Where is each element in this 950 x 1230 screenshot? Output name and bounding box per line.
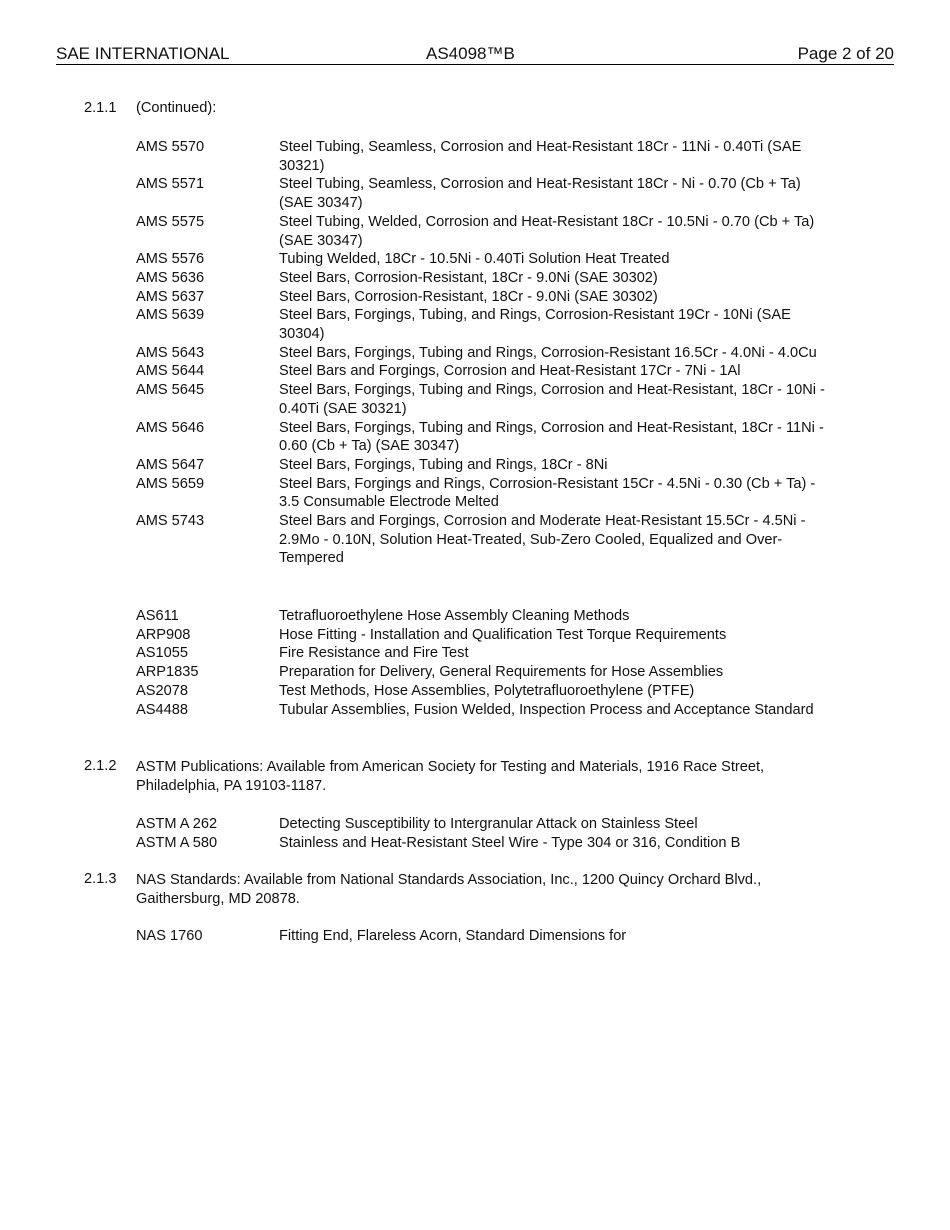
reference-row xyxy=(136,138,836,175)
section-number: 2.1.3 xyxy=(84,871,117,887)
reference-code: ASTM A 262 xyxy=(136,816,218,832)
reference-description: Preparation for Delivery, General Requirements for Hose Assemblies xyxy=(279,664,724,681)
reference-code: AMS 5576 xyxy=(136,251,205,268)
reference-code: AMS 5645 xyxy=(136,382,205,399)
reference-code: AMS 5639 xyxy=(136,307,205,324)
reference-row xyxy=(136,250,836,269)
reference-code: AMS 5570 xyxy=(136,139,205,155)
reference-description: Hose Fitting - Installation and Qualification Test Torque Requirements xyxy=(279,626,727,643)
reference-code: AMS 5647 xyxy=(136,456,205,473)
reference-description: Detecting Susceptibility to Intergranular Attack on Stainless Steel xyxy=(279,816,698,832)
reference-row xyxy=(136,815,836,834)
reference-code: AMS 5575 xyxy=(136,213,205,230)
reference-description: Steel Bars and Forgings, Corrosion and Heat-Resistant 17Cr - 7Ni - 1Al xyxy=(279,363,741,380)
reference-row xyxy=(136,927,836,946)
reference-code: AS2078 xyxy=(136,682,188,699)
reference-code: AMS 5571 xyxy=(136,176,205,193)
reference-code: AMS 5659 xyxy=(136,475,205,492)
reference-row xyxy=(136,419,836,456)
reference-row xyxy=(136,381,836,418)
reference-code: AMS 5646 xyxy=(136,419,205,436)
reference-row xyxy=(136,663,836,682)
reference-description: Steel Bars and Forgings, Corrosion and Moderate Heat-Resistant 15.5Cr - 4.5Ni - 2.9Mo - 0.10N, Solution Heat-Treated, Sub-Zero Cooled, Equalized and Over-Tempered xyxy=(279,513,806,567)
page-header xyxy=(56,44,894,65)
as-reference-list xyxy=(136,607,836,719)
reference-description: Tubular Assemblies, Fusion Welded, Inspection Process and Acceptance Standard xyxy=(279,701,814,718)
reference-row xyxy=(136,475,836,512)
reference-code: AS611 xyxy=(136,608,179,624)
reference-row xyxy=(136,607,836,626)
reference-row xyxy=(136,626,836,645)
reference-row xyxy=(136,456,836,475)
nas-reference-list xyxy=(136,927,836,946)
reference-row xyxy=(136,682,836,701)
reference-description: Stainless and Heat-Resistant Steel Wire - Type 304 or 316, Condition B xyxy=(279,834,741,851)
header-doc-id: AS4098™B xyxy=(426,44,515,63)
section-paragraph: ASTM Publications: Available from American Society for Testing and Materials, 1916 Race Street, Philadelphia, PA 19103-1187. xyxy=(136,759,765,794)
reference-description: Steel Bars, Corrosion-Resistant, 18Cr - 9.0Ni (SAE 30302) xyxy=(279,288,658,305)
reference-row xyxy=(136,213,836,250)
reference-description: Tetrafluoroethylene Hose Assembly Cleaning Methods xyxy=(279,608,630,624)
reference-code: AS4488 xyxy=(136,701,188,718)
reference-description: Steel Bars, Corrosion-Resistant, 18Cr - 9.0Ni (SAE 30302) xyxy=(279,269,658,286)
reference-code: AMS 5644 xyxy=(136,363,205,380)
reference-description: Steel Tubing, Seamless, Corrosion and Heat-Resistant 18Cr - Ni - 0.70 (Cb + Ta) (SAE 30347) xyxy=(279,176,801,212)
reference-row xyxy=(136,362,836,381)
reference-description: Steel Bars, Forgings, Tubing and Rings, Corrosion and Heat-Resistant, 18Cr - 11Ni - 0.60 (Cb + Ta) (SAE 30347) xyxy=(279,419,824,455)
reference-row xyxy=(136,306,836,343)
reference-description: Steel Bars, Forgings, Tubing, and Rings, Corrosion-Resistant 19Cr - 10Ni (SAE 30304) xyxy=(279,307,791,343)
astm-reference-list xyxy=(136,815,836,852)
reference-description: Steel Tubing, Seamless, Corrosion and Heat-Resistant 18Cr - 11Ni - 0.40Ti (SAE 30321) xyxy=(279,139,802,174)
reference-code: AMS 5636 xyxy=(136,269,205,286)
reference-code: ARP1835 xyxy=(136,664,199,681)
header-org: SAE INTERNATIONAL xyxy=(56,44,230,63)
section-number: 2.1.1 xyxy=(84,100,117,116)
reference-row xyxy=(136,701,836,720)
reference-code: ARP908 xyxy=(136,626,191,643)
reference-row xyxy=(136,834,836,853)
reference-row xyxy=(136,512,836,568)
reference-code: AMS 5637 xyxy=(136,288,205,305)
reference-description: Fitting End, Flareless Acorn, Standard Dimensions for xyxy=(279,928,627,944)
reference-code: AMS 5743 xyxy=(136,513,205,530)
section-number: 2.1.2 xyxy=(84,758,117,774)
reference-description: Steel Bars, Forgings and Rings, Corrosion-Resistant 15Cr - 4.5Ni - 0.30 (Cb + Ta) - 3.5 Consumable Electrode Melted xyxy=(279,475,816,511)
section-paragraph: NAS Standards: Available from National Standards Association, Inc., 1200 Quincy Orchard Blvd., Gaithersburg, MD 20878. xyxy=(136,872,762,907)
section-title: (Continued): xyxy=(136,100,217,116)
reference-code: AMS 5643 xyxy=(136,344,205,361)
header-page-number: Page 2 of 20 xyxy=(797,44,894,63)
reference-row xyxy=(136,344,836,363)
reference-description: Steel Bars, Forgings, Tubing and Rings, Corrosion and Heat-Resistant, 18Cr - 10Ni - 0.40Ti (SAE 30321) xyxy=(279,382,825,417)
reference-row xyxy=(136,269,836,288)
reference-description: Fire Resistance and Fire Test xyxy=(279,645,469,662)
reference-description: Steel Bars, Forgings, Tubing and Rings, 18Cr - 8Ni xyxy=(279,456,608,473)
reference-description: Tubing Welded, 18Cr - 10.5Ni - 0.40Ti Solution Heat Treated xyxy=(279,251,670,268)
reference-description: Steel Bars, Forgings, Tubing and Rings, Corrosion-Resistant 16.5Cr - 4.0Ni - 4.0Cu xyxy=(279,344,817,361)
reference-row xyxy=(136,644,836,663)
reference-description: Test Methods, Hose Assemblies, Polytetrafluoroethylene (PTFE) xyxy=(279,682,695,699)
reference-description: Steel Tubing, Welded, Corrosion and Heat-Resistant 18Cr - 10.5Ni - 0.70 (Cb + Ta) (SAE 30347) xyxy=(279,213,815,249)
reference-row xyxy=(136,175,836,212)
reference-code: NAS 1760 xyxy=(136,928,203,944)
reference-code: AS1055 xyxy=(136,645,188,662)
ams-reference-list xyxy=(136,138,836,568)
reference-code: ASTM A 580 xyxy=(136,834,218,851)
reference-row xyxy=(136,288,836,307)
